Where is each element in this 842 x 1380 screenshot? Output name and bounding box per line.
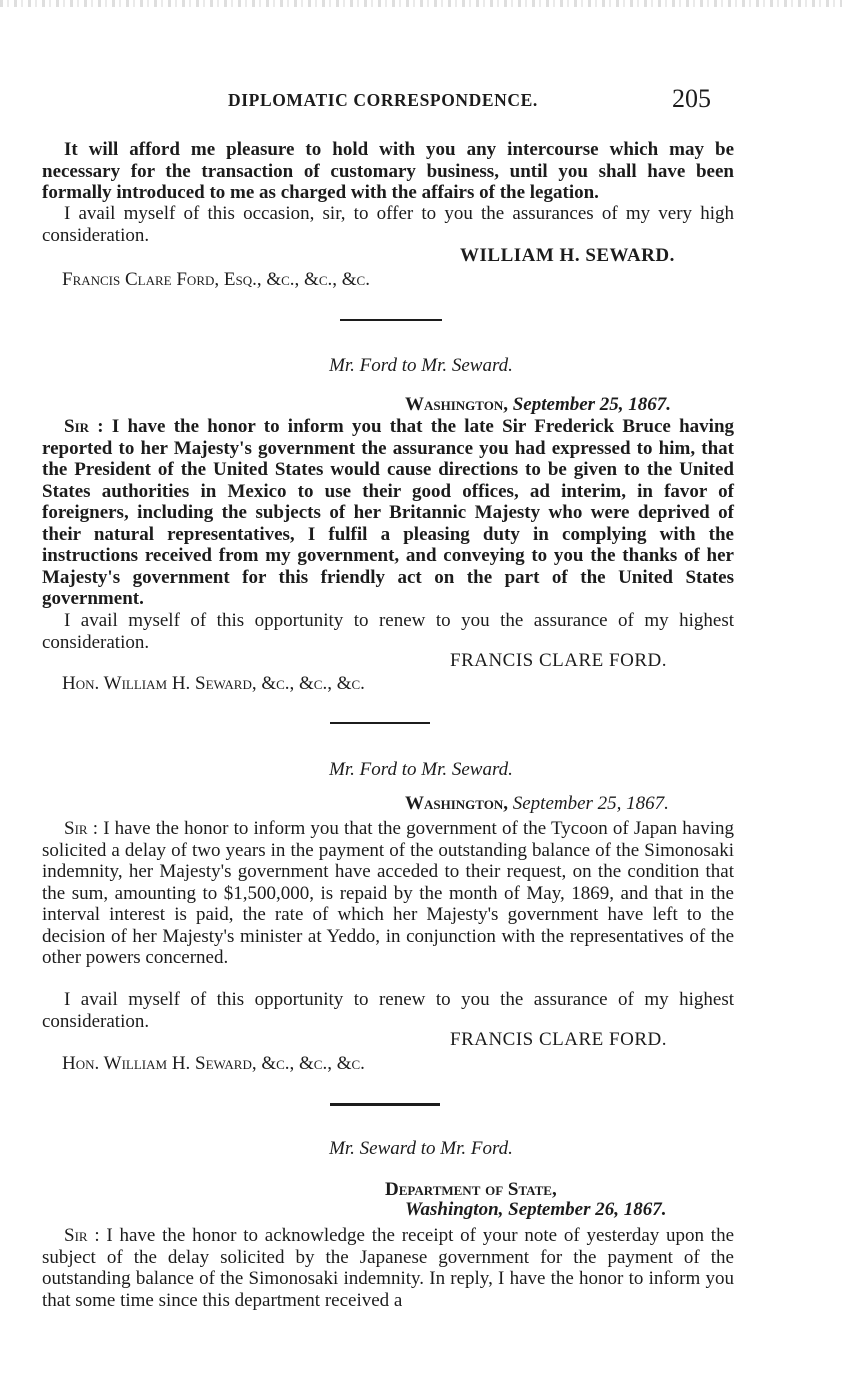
letter1-addressee: Francis Clare Ford, Esq., &c., &c., &c. xyxy=(62,269,370,290)
letter1-paragraph-2: I avail myself of this occasion, sir, to offer to you the assurances of my very high consideration. xyxy=(42,203,734,246)
letter4-place: Washington, xyxy=(405,1199,504,1220)
letter3-body: I have the honor to inform you that the government of the Tycoon of Japan having solicited a delay of two years in the payment of the outstanding balance of the Simonosaki indemnity, her Majesty's government have acceded to their request, on the condition that the sum, amounting to $1,500,000, is repaid by the month of May, 1869, and that in the interval interest is paid, the rate of which her Majesty's government have left to the decision of her Majesty's minister at Yeddo, in conjunction with the representatives of the other powers concerned. xyxy=(42,818,734,968)
letter2-paragraph-1 xyxy=(42,416,734,610)
letter3-signature: FRANCIS CLARE FORD. xyxy=(450,1029,667,1050)
letter4-dateline xyxy=(405,1199,666,1221)
section-divider xyxy=(330,722,430,724)
letter2-body: I have the honor to inform you that the late Sir Frederick Bruce having reported to her Majesty's government the assurance you had expressed to him, that the President of the United States would cause directions to be given to the United States authorities in Mexico to use their good offices, ad interim, in favor of foreigners, including the subjects of her Britannic Majesty who were deprived of their natural representatives, I fulfil a pleasing duty in complying with the instructions received from my government, and conveying to you the thanks of her Majesty's government for this friendly act on the part of the United States government. xyxy=(42,416,735,609)
letter2-heading: Mr. Ford to Mr. Seward. xyxy=(329,355,513,376)
letter2-dateline xyxy=(405,394,671,416)
letter3-place: Washington, xyxy=(405,793,508,814)
page-header xyxy=(0,84,842,118)
letter2-signature: FRANCIS CLARE FORD. xyxy=(450,650,667,671)
letter2-paragraph-2: I avail myself of this opportunity to renew to you the assurance of my highest consideration. xyxy=(42,610,734,653)
letter3-paragraph-1 xyxy=(42,818,734,969)
letter3-date: September 25, 1867. xyxy=(512,793,669,814)
letter3-salutation: Sir : xyxy=(64,818,99,839)
letter4-date: September 26, 1867. xyxy=(508,1199,667,1220)
letter1-paragraph-1: It will afford me pleasure to hold with you any intercourse which may be necessary for the transaction of customary business, until you shall have been formally introduced to me as charged with the affairs of the legation. xyxy=(42,139,734,203)
letter2-date: September 25, 1867. xyxy=(512,394,672,415)
letter3-heading: Mr. Ford to Mr. Seward. xyxy=(329,759,513,780)
page-number: 205 xyxy=(672,84,711,113)
letter2-addressee: Hon. William H. Seward, &c., &c., &c. xyxy=(62,673,365,694)
letter2-salutation: Sir : xyxy=(64,416,104,437)
section-divider xyxy=(330,1103,440,1106)
scan-edge xyxy=(0,0,842,7)
letter4-body: I have the honor to acknowledge the receipt of your note of yesterday upon the subject of the delay solicited by the Japanese government for the payment of the outstanding balance of the Simonosaki indemnity. In reply, I have the honor to inform you that some time since this department received a xyxy=(42,1225,734,1311)
letter4-heading: Mr. Seward to Mr. Ford. xyxy=(329,1138,513,1159)
letter3-paragraph-2: I avail myself of this opportunity to renew to you the assurance of my highest consideration. xyxy=(42,989,734,1032)
letter4-salutation: Sir : xyxy=(64,1225,100,1246)
letter4-department: Department of State, xyxy=(385,1179,557,1200)
letter4-paragraph-1 xyxy=(42,1225,734,1311)
letter2-place: Washington, xyxy=(405,394,508,415)
running-head: DIPLOMATIC CORRESPONDENCE. xyxy=(228,90,538,110)
letter3-dateline xyxy=(405,793,669,815)
letter1-signature: WILLIAM H. SEWARD. xyxy=(460,245,675,266)
letter3-addressee: Hon. William H. Seward, &c., &c., &c. xyxy=(62,1053,365,1074)
section-divider xyxy=(340,319,442,321)
